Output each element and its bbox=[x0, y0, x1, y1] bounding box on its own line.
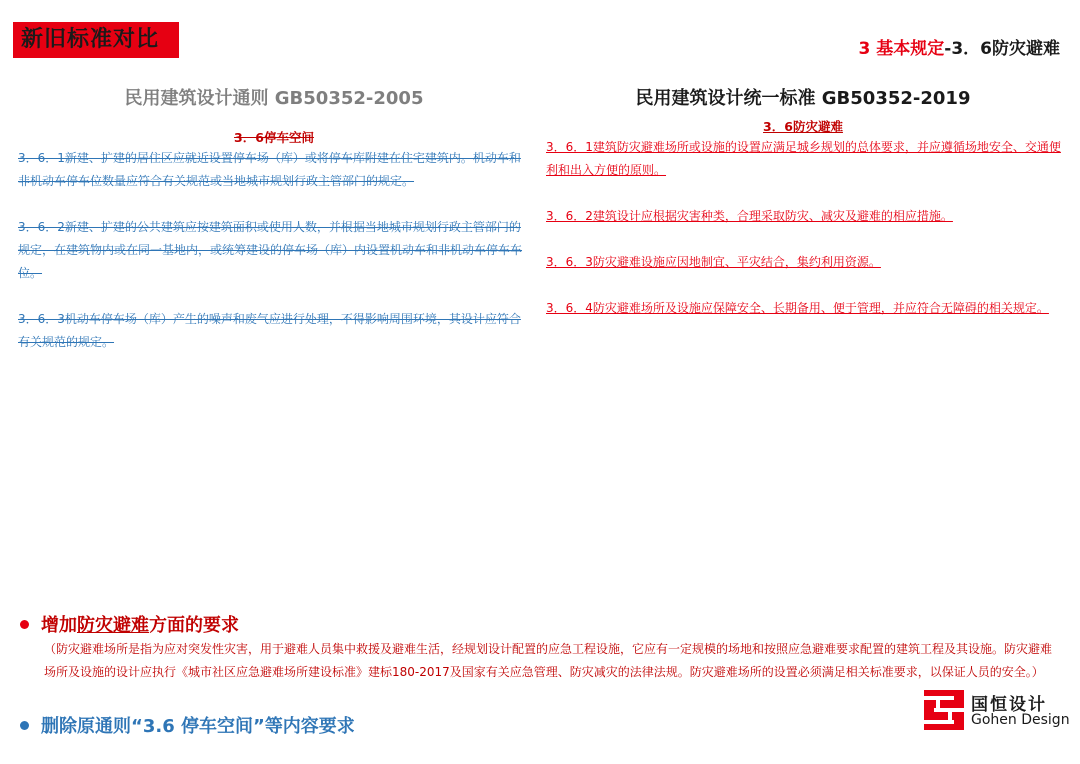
section-label: -3．6防灾避难 bbox=[944, 39, 1060, 59]
old-clause-3: 3．6．3机动车停车场（库）产生的噪声和废气应进行处理，不得影响周围环境，其设计应符合有关规范的规定。 bbox=[18, 312, 521, 349]
old-standard-title: 民用建筑设计通则 GB50352-2005 bbox=[124, 88, 424, 109]
summary-point-removed-text: 删除原通则“3.6 停车空间”等内容要求 bbox=[41, 716, 355, 737]
summary-point-keyword: 防灾避难 bbox=[77, 615, 149, 636]
section-indicator bbox=[859, 34, 1060, 59]
logo-name-cn: 国恒设计 bbox=[971, 695, 1047, 715]
new-clause-3: 3．6．3防灾避难设施应因地制宜、平灾结合，集约利用资源。 bbox=[546, 255, 881, 269]
old-section-heading: 3．6停车空间 bbox=[234, 130, 314, 145]
summary-note: （防灾避难场所是指为应对突发性灾害，用于避难人员集中救援及避难生活，经规划设计配置的应急工程设施，它应有一定规模的场地和按照应急避难要求配置的建筑工程及其设施。防灾避难场所及设施的设计应执行《城市社区应急避难场所建设标准》建标180-2017及国家有关应急管理、防灾减灾的法律法规。防灾避难场所的设置必须满足相关标准要求，以保证人员的安全。） bbox=[44, 642, 1053, 679]
new-clause-4: 3．6．4防灾避难场所及设施应保障安全、长期备用、便于管理，并应符合无障碍的相关规定。 bbox=[546, 301, 1049, 315]
new-section-heading: 3．6防灾避难 bbox=[763, 119, 843, 134]
new-standard-title: 民用建筑设计统一标准 GB50352-2019 bbox=[635, 88, 971, 109]
old-clause-2: 3．6．2新建、扩建的公共建筑应按建筑面积或使用人数，并根据当地城市规划行政主管部门的规定，在建筑物内或在同一基地内，或统筹建设的停车场（库）内设置机动车和非机动车停车车位。 bbox=[18, 220, 523, 280]
summary-point-suffix: 方面的要求 bbox=[149, 615, 239, 636]
page-badge: 新旧标准对比 bbox=[13, 22, 179, 58]
new-clause-2: 3．6．2建筑设计应根据灾害种类，合理采取防灾、减灾及避难的相应措施。 bbox=[546, 209, 953, 223]
bullet-dot-icon bbox=[20, 721, 29, 730]
logo-mark-icon bbox=[924, 690, 964, 730]
summary-point-removed bbox=[20, 712, 355, 738]
new-clause-1: 3．6．1建筑防灾避难场所或设施的设置应满足城乡规划的总体要求，并应遵循场地安全、交通便利和出入方便的原则。 bbox=[546, 140, 1061, 177]
old-clause-1: 3．6．1新建、扩建的居住区应就近设置停车场（库）或将停车库附建在住宅建筑内。机动车和非机动车停车位数量应符合有关规范或当地城市规划行政主管部门的规定。 bbox=[18, 151, 521, 188]
summary-point-added bbox=[20, 611, 239, 637]
summary-point-prefix: 增加 bbox=[41, 615, 77, 636]
chapter-label: 3 基本规定 bbox=[858, 39, 945, 59]
company-logo bbox=[924, 690, 1070, 732]
bullet-dot-icon bbox=[20, 620, 29, 629]
logo-name-en: Gohen Design bbox=[971, 712, 1070, 728]
